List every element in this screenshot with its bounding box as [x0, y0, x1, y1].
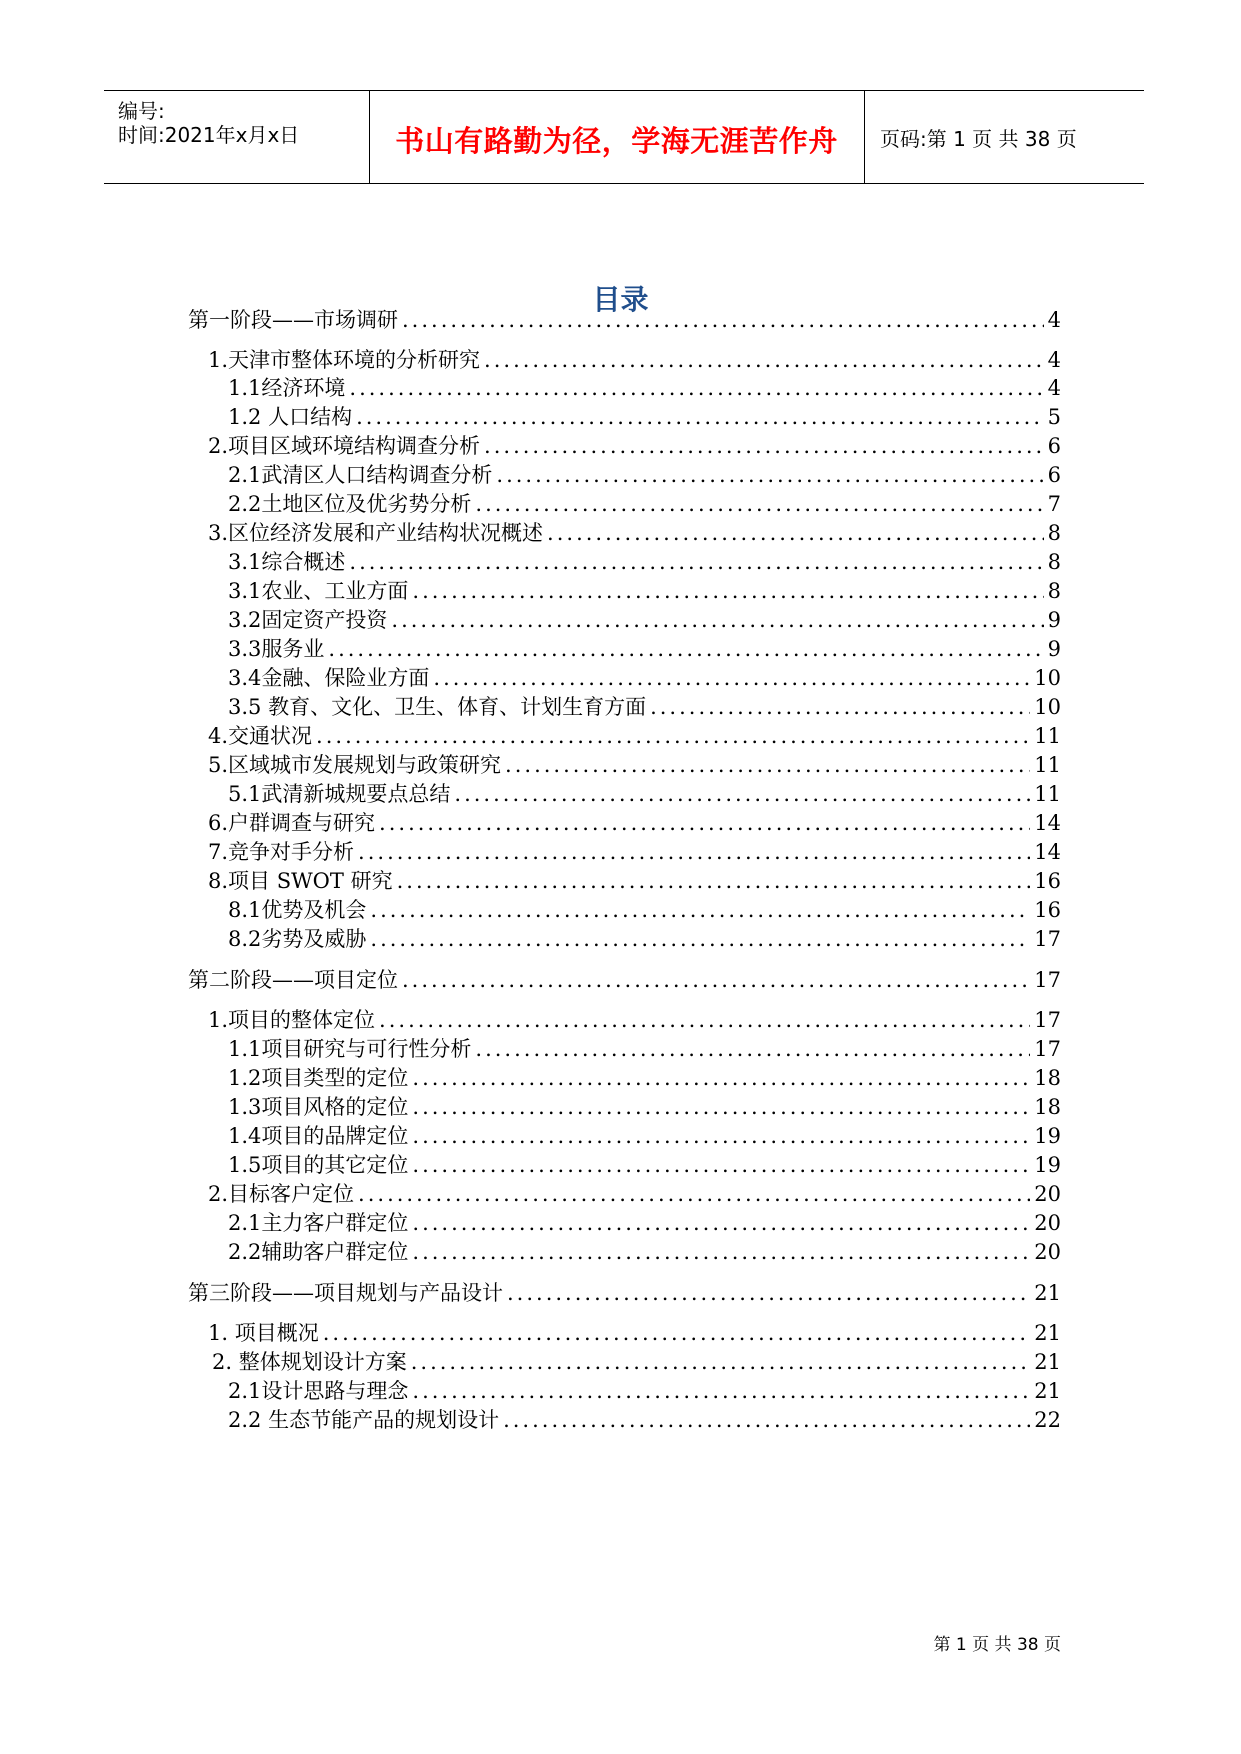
- toc-entry-title: 7.竞争对手分析: [208, 840, 355, 864]
- toc-entry-title: 第二阶段——项目定位: [188, 968, 398, 992]
- toc-entry-title: 5.1武清新城规要点总结: [228, 782, 451, 806]
- toc-dot-leader: [412, 1151, 1030, 1179]
- toc-entry-page: 4: [1047, 348, 1061, 372]
- toc-dot-leader: [475, 1035, 1030, 1063]
- toc-entry-title: 1.天津市整体环境的分析研究: [208, 348, 481, 372]
- toc-entry[interactable]: [228, 635, 1061, 663]
- toc-entry-title: 1.1经济环境: [228, 376, 346, 400]
- toc-dot-leader: [484, 432, 1044, 460]
- toc-entry-page: 21: [1034, 1281, 1061, 1305]
- toc-entry-page: 19: [1034, 1153, 1061, 1177]
- toc-entry-title: 3.5 教育、文化、卫生、体育、计划生育方面: [228, 695, 647, 719]
- toc-dot-leader: [412, 1064, 1030, 1092]
- toc-entry-page: 20: [1034, 1240, 1061, 1264]
- toc-entry-title: 1.2 人口结构: [228, 405, 353, 429]
- toc-entry-title: 6.户群调查与研究: [208, 811, 376, 835]
- toc-entry[interactable]: [228, 1122, 1061, 1150]
- toc-entry-page: 18: [1034, 1066, 1061, 1090]
- toc-entry-title: 第三阶段——项目规划与产品设计: [188, 1281, 503, 1305]
- toc-title: 目录: [592, 283, 649, 316]
- toc-entry-page: 18: [1034, 1095, 1061, 1119]
- toc-dot-leader: [402, 966, 1030, 994]
- toc-entry-title: 3.4金融、保险业方面: [228, 666, 430, 690]
- toc-entry-title: 2.2土地区位及优劣势分析: [228, 492, 472, 516]
- toc-dot-leader: [412, 1377, 1030, 1405]
- toc-entry[interactable]: [228, 577, 1061, 605]
- toc-entry[interactable]: [228, 490, 1061, 518]
- toc-entry[interactable]: [208, 432, 1061, 460]
- toc-entry[interactable]: [228, 1151, 1061, 1179]
- toc-entry[interactable]: [228, 1406, 1061, 1434]
- toc-entry-page: 9: [1047, 637, 1061, 661]
- toc-dot-leader: [547, 519, 1044, 547]
- toc-entry-title: 2.1武清区人口结构调查分析: [228, 463, 493, 487]
- toc-entry[interactable]: [208, 838, 1061, 866]
- toc-entry-page: 8: [1047, 579, 1061, 603]
- toc-entry-page: 17: [1034, 1008, 1061, 1032]
- toc-dot-leader: [412, 1093, 1030, 1121]
- toc-dot-leader: [316, 722, 1030, 750]
- toc-entry-page: 21: [1034, 1321, 1061, 1345]
- header-motto: 书山有路勤为径，学海无涯苦作舟: [395, 124, 838, 158]
- toc-entry-page: 17: [1034, 927, 1061, 951]
- toc-entry-title: 2.2 生态节能产品的规划设计: [228, 1408, 500, 1432]
- toc-dot-leader: [370, 925, 1030, 953]
- toc-entry-page: 19: [1034, 1124, 1061, 1148]
- toc-entry[interactable]: [208, 1006, 1061, 1034]
- toc-entry-title: 2. 整体规划设计方案: [212, 1350, 407, 1374]
- toc-entry-page: 4: [1047, 308, 1061, 332]
- toc-entry[interactable]: [228, 1064, 1061, 1092]
- toc-entry[interactable]: [188, 306, 1061, 334]
- toc-dot-leader: [484, 346, 1044, 374]
- toc-dot-leader: [412, 1209, 1030, 1237]
- toc-dot-leader: [391, 606, 1043, 634]
- toc-entry[interactable]: [208, 346, 1061, 374]
- toc-entry-page: 11: [1034, 753, 1061, 777]
- toc-entry-page: 10: [1034, 666, 1061, 690]
- toc-entry-title: 8.项目 SWOT 研究: [208, 869, 393, 893]
- toc-entry[interactable]: [228, 403, 1061, 431]
- toc-entry[interactable]: [228, 780, 1061, 808]
- toc-entry-title: 2.2辅助客户群定位: [228, 1240, 409, 1264]
- toc-dot-leader: [650, 693, 1030, 721]
- toc-entry[interactable]: [208, 809, 1061, 837]
- header-page-label: 页码:第 1 页 共 38 页: [880, 127, 1077, 151]
- toc-dot-leader: [358, 1180, 1030, 1208]
- toc-entry-title: 第一阶段——市场调研: [188, 308, 398, 332]
- toc-entry[interactable]: [228, 374, 1061, 402]
- document-time-label: 时间:2021年x月x日: [118, 123, 300, 147]
- toc-entry-title: 2.目标客户定位: [208, 1182, 355, 1206]
- toc-dot-leader: [356, 403, 1044, 431]
- toc-entry-page: 8: [1047, 521, 1061, 545]
- toc-entry-title: 1.项目的整体定位: [208, 1008, 376, 1032]
- toc-entry[interactable]: [228, 1377, 1061, 1405]
- toc-entry-page: 5: [1047, 405, 1061, 429]
- toc-dot-leader: [454, 780, 1030, 808]
- toc-entry-title: 3.2固定资产投资: [228, 608, 388, 632]
- toc-entry[interactable]: [228, 925, 1061, 953]
- toc-entry-page: 11: [1034, 782, 1061, 806]
- toc-dot-leader: [412, 577, 1043, 605]
- toc-entry-title: 2.1主力客户群定位: [228, 1211, 409, 1235]
- toc-entry-title: 4.交通状况: [208, 724, 313, 748]
- toc-entry-page: 6: [1047, 463, 1061, 487]
- toc-dot-leader: [397, 867, 1031, 895]
- toc-entry-page: 7: [1047, 492, 1061, 516]
- toc-entry-title: 5.区域城市发展规划与政策研究: [208, 753, 502, 777]
- toc-entry-title: 1.5项目的其它定位: [228, 1153, 409, 1177]
- toc-entry-page: 20: [1034, 1182, 1061, 1206]
- toc-entry-page: 16: [1034, 869, 1061, 893]
- toc-entry[interactable]: [228, 664, 1061, 692]
- toc-dot-leader: [507, 1279, 1030, 1307]
- toc-entry[interactable]: [228, 548, 1061, 576]
- toc-dot-leader: [358, 838, 1030, 866]
- document-code-label: 编号:: [118, 99, 165, 123]
- toc-dot-leader: [412, 1122, 1030, 1150]
- toc-entry[interactable]: [208, 1180, 1061, 1208]
- toc-entry[interactable]: [208, 751, 1061, 779]
- toc-entry[interactable]: [228, 461, 1061, 489]
- toc-entry-page: 21: [1034, 1350, 1061, 1374]
- toc-entry-title: 3.区位经济发展和产业结构状况概述: [208, 521, 544, 545]
- toc-entry-title: 3.3服务业: [228, 637, 325, 661]
- toc-dot-leader: [349, 548, 1043, 576]
- toc-entry-title: 1.4项目的品牌定位: [228, 1124, 409, 1148]
- toc-dot-leader: [379, 1006, 1030, 1034]
- toc-dot-leader: [328, 635, 1043, 663]
- toc-entry-page: 8: [1047, 550, 1061, 574]
- toc-entry[interactable]: [208, 722, 1061, 750]
- toc-dot-leader: [505, 751, 1030, 779]
- toc-entry-page: 14: [1034, 811, 1061, 835]
- toc-entry-page: 17: [1034, 968, 1061, 992]
- toc-entry-title: 2.项目区域环境结构调查分析: [208, 434, 481, 458]
- toc-dot-leader: [496, 461, 1043, 489]
- toc-entry[interactable]: [208, 1319, 1061, 1347]
- toc-entry[interactable]: [208, 867, 1061, 895]
- toc-dot-leader: [349, 374, 1043, 402]
- toc-entry-page: 10: [1034, 695, 1061, 719]
- toc-entry-title: 3.1农业、工业方面: [228, 579, 409, 603]
- page-footer: 第 1 页 共 38 页: [933, 1635, 1061, 1655]
- toc-entry[interactable]: [212, 1348, 1061, 1376]
- toc-dot-leader: [433, 664, 1030, 692]
- toc-entry[interactable]: [228, 693, 1061, 721]
- toc-entry-title: 1.1项目研究与可行性分析: [228, 1037, 472, 1061]
- toc-entry-title: 1.3项目风格的定位: [228, 1095, 409, 1119]
- toc-entry-title: 8.2劣势及威胁: [228, 927, 367, 951]
- toc-entry[interactable]: [188, 966, 1061, 994]
- toc-entry-title: 1. 项目概况: [208, 1321, 319, 1345]
- toc-entry-title: 2.1设计思路与理念: [228, 1379, 409, 1403]
- toc-entry-title: 8.1优势及机会: [228, 898, 367, 922]
- toc-entry-page: 14: [1034, 840, 1061, 864]
- toc-dot-leader: [402, 306, 1044, 334]
- toc-entry[interactable]: [188, 1279, 1061, 1307]
- toc-dot-leader: [370, 896, 1030, 924]
- toc-entry-page: 4: [1047, 376, 1061, 400]
- toc-entry-title: 1.2项目类型的定位: [228, 1066, 409, 1090]
- toc-dot-leader: [323, 1319, 1031, 1347]
- toc-entry[interactable]: [208, 519, 1061, 547]
- toc-entry[interactable]: [228, 606, 1061, 634]
- toc-entry-page: 22: [1034, 1408, 1061, 1432]
- toc-entry[interactable]: [228, 896, 1061, 924]
- toc-dot-leader: [412, 1238, 1030, 1266]
- toc-entry-title: 3.1综合概述: [228, 550, 346, 574]
- toc-entry-page: 16: [1034, 898, 1061, 922]
- toc-entry[interactable]: [228, 1209, 1061, 1237]
- toc-entry-page: 6: [1047, 434, 1061, 458]
- toc-entry-page: 20: [1034, 1211, 1061, 1235]
- toc-entry[interactable]: [228, 1093, 1061, 1121]
- toc-entry[interactable]: [228, 1238, 1061, 1266]
- toc-entry-page: 17: [1034, 1037, 1061, 1061]
- toc-dot-leader: [503, 1406, 1030, 1434]
- toc-entry-page: 21: [1034, 1379, 1061, 1403]
- toc-entry-page: 11: [1034, 724, 1061, 748]
- toc-entry-page: 9: [1047, 608, 1061, 632]
- toc-dot-leader: [379, 809, 1030, 837]
- toc-dot-leader: [475, 490, 1043, 518]
- toc-entry[interactable]: [228, 1035, 1061, 1063]
- toc-dot-leader: [411, 1348, 1031, 1376]
